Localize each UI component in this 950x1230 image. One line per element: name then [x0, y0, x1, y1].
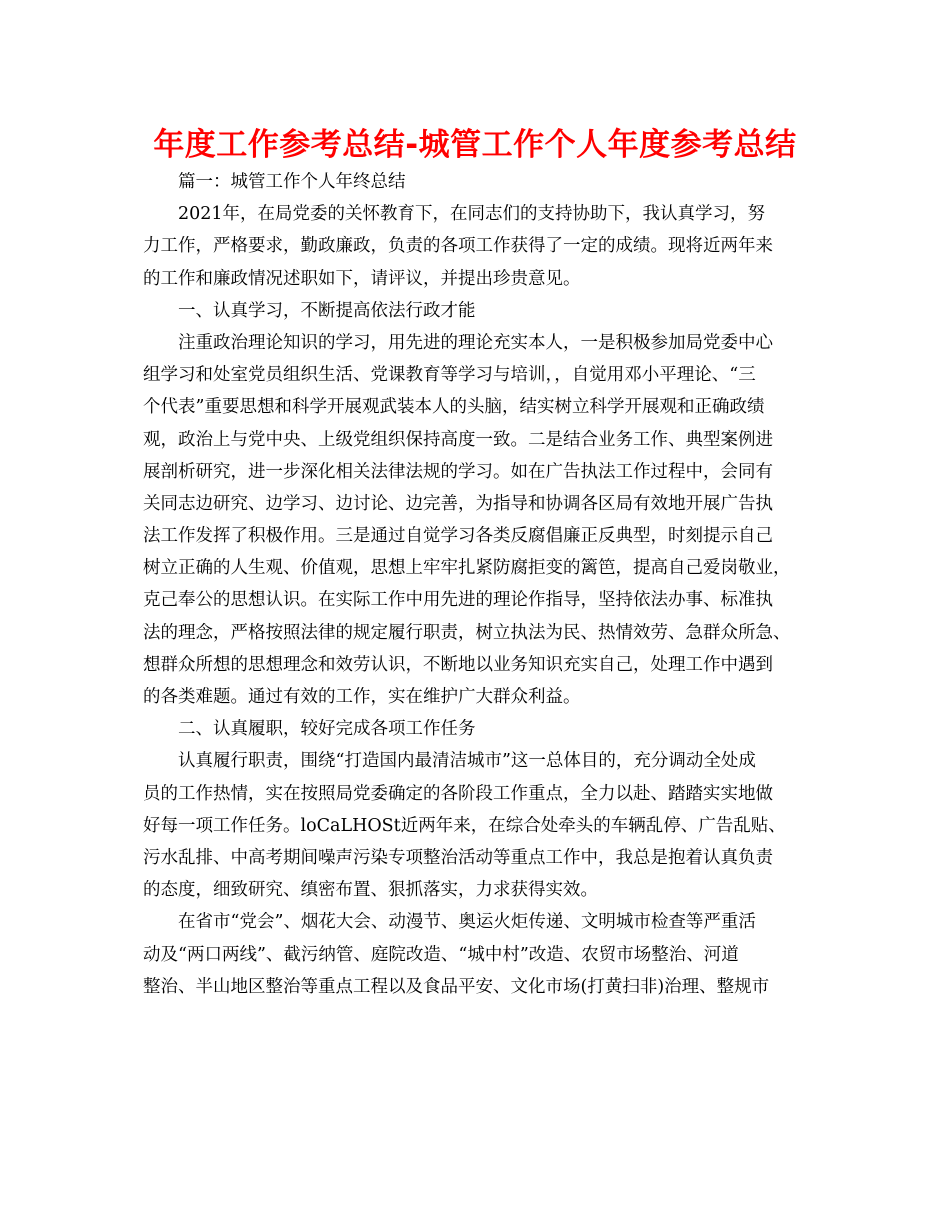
- paragraph-line: 污水乱排、中高考期间噪声污染专项整治活动等重点工作中，我总是抱着认真负责: [143, 847, 773, 868]
- paragraph-line: 力工作，严格要求，勤政廉政，负责的各项工作获得了一定的成绩。现将近两年来: [143, 236, 773, 257]
- section-heading: 篇一：城管工作个人年终总结: [178, 172, 406, 192]
- paragraph-line: 树立正确的人生观、价值观，思想上牢牢扎紧防腐拒变的篱笆，提高自己爱岗敬业，: [143, 558, 791, 579]
- paragraph-line: 的态度，细致研究、缜密布置、狠抓落实，力求获得实效。: [143, 880, 598, 901]
- paragraph-line: 法工作发挥了积极作用。三是通过自觉学习各类反腐倡廉正反典型，时刻提示自己: [143, 526, 773, 547]
- paragraph-line: 个代表”重要思想和科学开展观武装本人的头脑，结实树立科学开展观和正确政绩: [143, 397, 765, 418]
- paragraph-line: 员的工作热情，实在按照局党委确定的各阶段工作重点，全力以赴、踏踏实实地做: [143, 783, 773, 804]
- section-heading: 一、认真学习，不断提高依法行政才能: [178, 300, 476, 321]
- paragraph-line: 组学习和处室党员组织生活、党课教育等学习与培训，，自觉用邓小平理论、“三: [143, 365, 756, 386]
- paragraph-line: 克己奉公的思想认识。在实际工作中用先进的理论作指导，坚持依法办事、标准执: [143, 590, 773, 611]
- paragraph-line: 好每一项工作任务。loCaLHOSt近两年来，在综合处牵头的车辆乱停、广告乱贴、: [143, 815, 786, 836]
- paragraph-line: 注重政治理论知识的学习，用先进的理论充实本人，一是积极参加局党委中心: [178, 332, 773, 353]
- paragraph-line: 想群众所想的思想理念和效劳认识，不断地以业务知识充实自己，处理工作中遇到: [143, 654, 773, 675]
- paragraph-line: 观，政治上与党中央、上级党组织保持高度一致。二是结合业务工作、典型案例进: [143, 429, 773, 450]
- document-body: [143, 166, 823, 1003]
- section-heading: 二、认真履职，较好完成各项工作任务: [178, 719, 476, 740]
- paragraph-line: 动及“两口两线”、截污纳管、庭院改造、“城中村”改造、农贸市场整治、河道: [143, 944, 739, 965]
- paragraph-line: 认真履行职责，围绕“打造国内最清洁城市”这一总体目的，充分调动全处成: [178, 751, 756, 772]
- paragraph-line: 展剖析研究，进一步深化相关法律法规的学习。如在广告执法工作过程中，会同有: [143, 461, 773, 482]
- paragraph-line: 的各类难题。通过有效的工作，实在维护广大群众利益。: [143, 687, 581, 707]
- paragraph-line: 法的理念，严格按照法律的规定履行职责，树立执法为民、热情效劳、急群众所急、: [143, 622, 791, 643]
- paragraph-line: 关同志边研究、边学习、边讨论、边完善，为指导和协调各区局有效地开展广告执: [143, 493, 773, 514]
- paragraph-line: 2021年，在局党委的关怀教育下，在同志们的支持协助下，我认真学习，努: [178, 204, 766, 225]
- paragraph-line: 的工作和廉政情况述职如下，请评议，并提出珍贵意见。: [143, 268, 581, 289]
- paragraph-line: 在省市“党会”、烟花大会、动漫节、奥运火炬传递、文明城市检查等严重活: [178, 912, 756, 933]
- document-title: 年度工作参考总结-城管工作个人年度参考总结: [153, 127, 797, 163]
- paragraph-line: 整治、半山地区整治等重点工程以及食品平安、文化市场(打黄扫非)治理、整规市: [143, 976, 770, 997]
